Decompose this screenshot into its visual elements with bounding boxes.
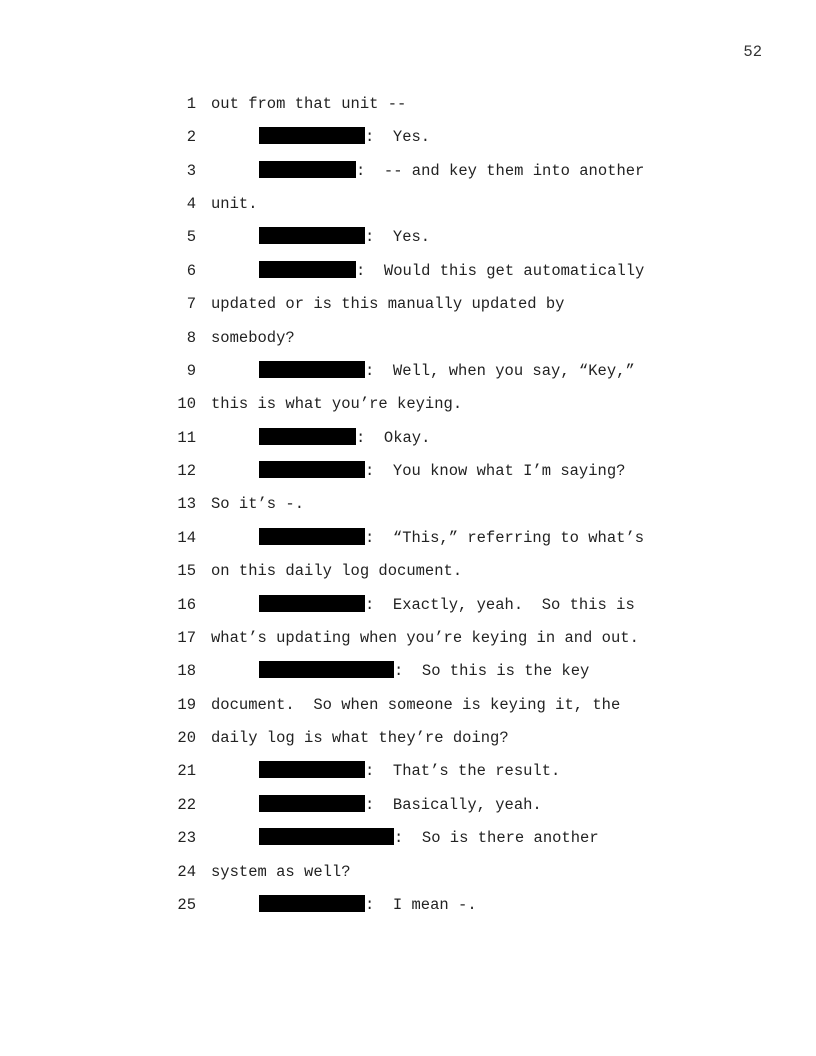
transcript-line [0,761,816,781]
transcript-line [0,328,816,348]
spoken-text: : Well, when you say, “Key,” [365,361,635,380]
line-number: 24 [177,862,196,881]
line-number: 8 [186,328,196,347]
speaker-redaction-box [259,595,365,612]
speaker-redaction-box [259,261,356,278]
speaker-redaction-box [259,761,365,778]
line-number: 1 [186,95,196,113]
speaker-redaction-box [259,528,365,545]
transcript-line [0,728,816,748]
speaker-redaction-box [259,161,356,178]
spoken-text: : Would this get automatically [356,261,645,280]
transcript-line [0,94,816,114]
line-number: 10 [177,395,196,414]
speaker-line-text [259,528,644,548]
spoken-text: updated or is this manually updated by [211,295,565,314]
line-number: 22 [177,795,196,814]
spoken-text: somebody? [211,328,295,347]
transcript-line [0,294,816,314]
spoken-text: So it’s -. [211,495,305,514]
spoken-text: this is what you’re keying. [211,395,463,414]
spoken-text: : Exactly, yeah. So this is [365,595,635,614]
line-number: 23 [177,829,196,848]
line-text [211,394,462,414]
spoken-text: document. So when someone is keying it, the [211,695,621,714]
transcript-line [0,161,816,181]
speaker-line-text [259,895,477,915]
spoken-text: system as well? [211,862,351,881]
transcript-line [0,428,816,448]
line-number: 5 [186,228,196,247]
line-number: 6 [186,261,196,280]
spoken-text: : Basically, yeah. [365,795,542,814]
transcript-line [0,394,816,414]
line-number: 16 [177,595,196,614]
transcript-line [0,862,816,882]
speaker-redaction-box [259,828,394,845]
line-number: 15 [177,562,196,581]
spoken-text: : You know what I’m saying? [365,462,626,481]
transcript-line [0,361,816,381]
line-number: 18 [177,662,196,681]
spoken-text: : -- and key them into another [356,161,645,180]
speaker-line-text [259,261,644,281]
speaker-redaction-box [259,661,394,678]
speaker-line-text [259,661,589,681]
line-number: 9 [186,361,196,380]
transcript-line [0,895,816,915]
spoken-text: : That’s the result. [365,762,561,781]
line-number: 17 [177,628,196,647]
transcript-line [0,828,816,848]
speaker-line-text [259,361,635,381]
line-number: 12 [177,462,196,481]
line-number: 2 [186,128,196,147]
line-text [211,561,462,581]
line-text [211,728,509,748]
line-text [211,194,258,214]
spoken-text: : I mean -. [365,895,477,914]
speaker-redaction-box [259,461,365,478]
line-text [211,695,620,715]
transcript-line [0,227,816,247]
page-number: 52 [743,43,762,61]
spoken-text: on this daily log document. [211,562,463,581]
line-number: 14 [177,528,196,547]
line-text [211,494,304,514]
transcript-line [0,528,816,548]
transcript-line [0,661,816,681]
transcript-line [0,461,816,481]
transcript-line [0,494,816,514]
speaker-line-text [259,161,644,181]
speaker-redaction-box [259,428,356,445]
spoken-text: daily log is what they’re doing? [211,729,509,748]
line-text [211,94,406,114]
spoken-text: : Okay. [356,428,431,447]
spoken-text: : So is there another [394,829,599,848]
transcript-line [0,561,816,581]
transcript-line [0,695,816,715]
speaker-line-text [259,795,542,815]
line-number: 7 [186,295,196,314]
speaker-line-text [259,428,430,448]
spoken-text: : So this is the key [394,662,590,681]
spoken-text: out from that unit -- [211,95,407,113]
spoken-text: : “This,” referring to what’s [365,528,645,547]
spoken-text: : Yes. [365,128,431,147]
spoken-text: unit. [211,195,258,214]
speaker-redaction-box [259,361,365,378]
transcript-line [0,194,816,214]
line-text [211,328,295,348]
speaker-redaction-box [259,895,365,912]
line-number: 4 [186,195,196,214]
speaker-line-text [259,227,430,247]
line-number: 21 [177,762,196,781]
speaker-line-text [259,828,599,848]
spoken-text: : Yes. [365,228,431,247]
transcript-line [0,127,816,147]
speaker-line-text [259,461,625,481]
transcript-line [0,795,816,815]
speaker-line-text [259,595,635,615]
speaker-redaction-box [259,795,365,812]
transcript-line [0,595,816,615]
speaker-redaction-box [259,227,365,244]
line-text [211,294,564,314]
transcript-line [0,628,816,648]
line-text [211,862,351,882]
transcript-line [0,261,816,281]
spoken-text: what’s updating when you’re keying in and out. [211,628,639,647]
line-number: 20 [177,729,196,748]
line-number: 11 [177,428,196,447]
speaker-redaction-box [259,127,365,144]
line-number: 25 [177,895,196,914]
line-number: 3 [186,161,196,180]
line-text [211,628,639,648]
speaker-line-text [259,127,430,147]
line-number: 13 [177,495,196,514]
line-number: 19 [177,695,196,714]
speaker-line-text [259,761,560,781]
